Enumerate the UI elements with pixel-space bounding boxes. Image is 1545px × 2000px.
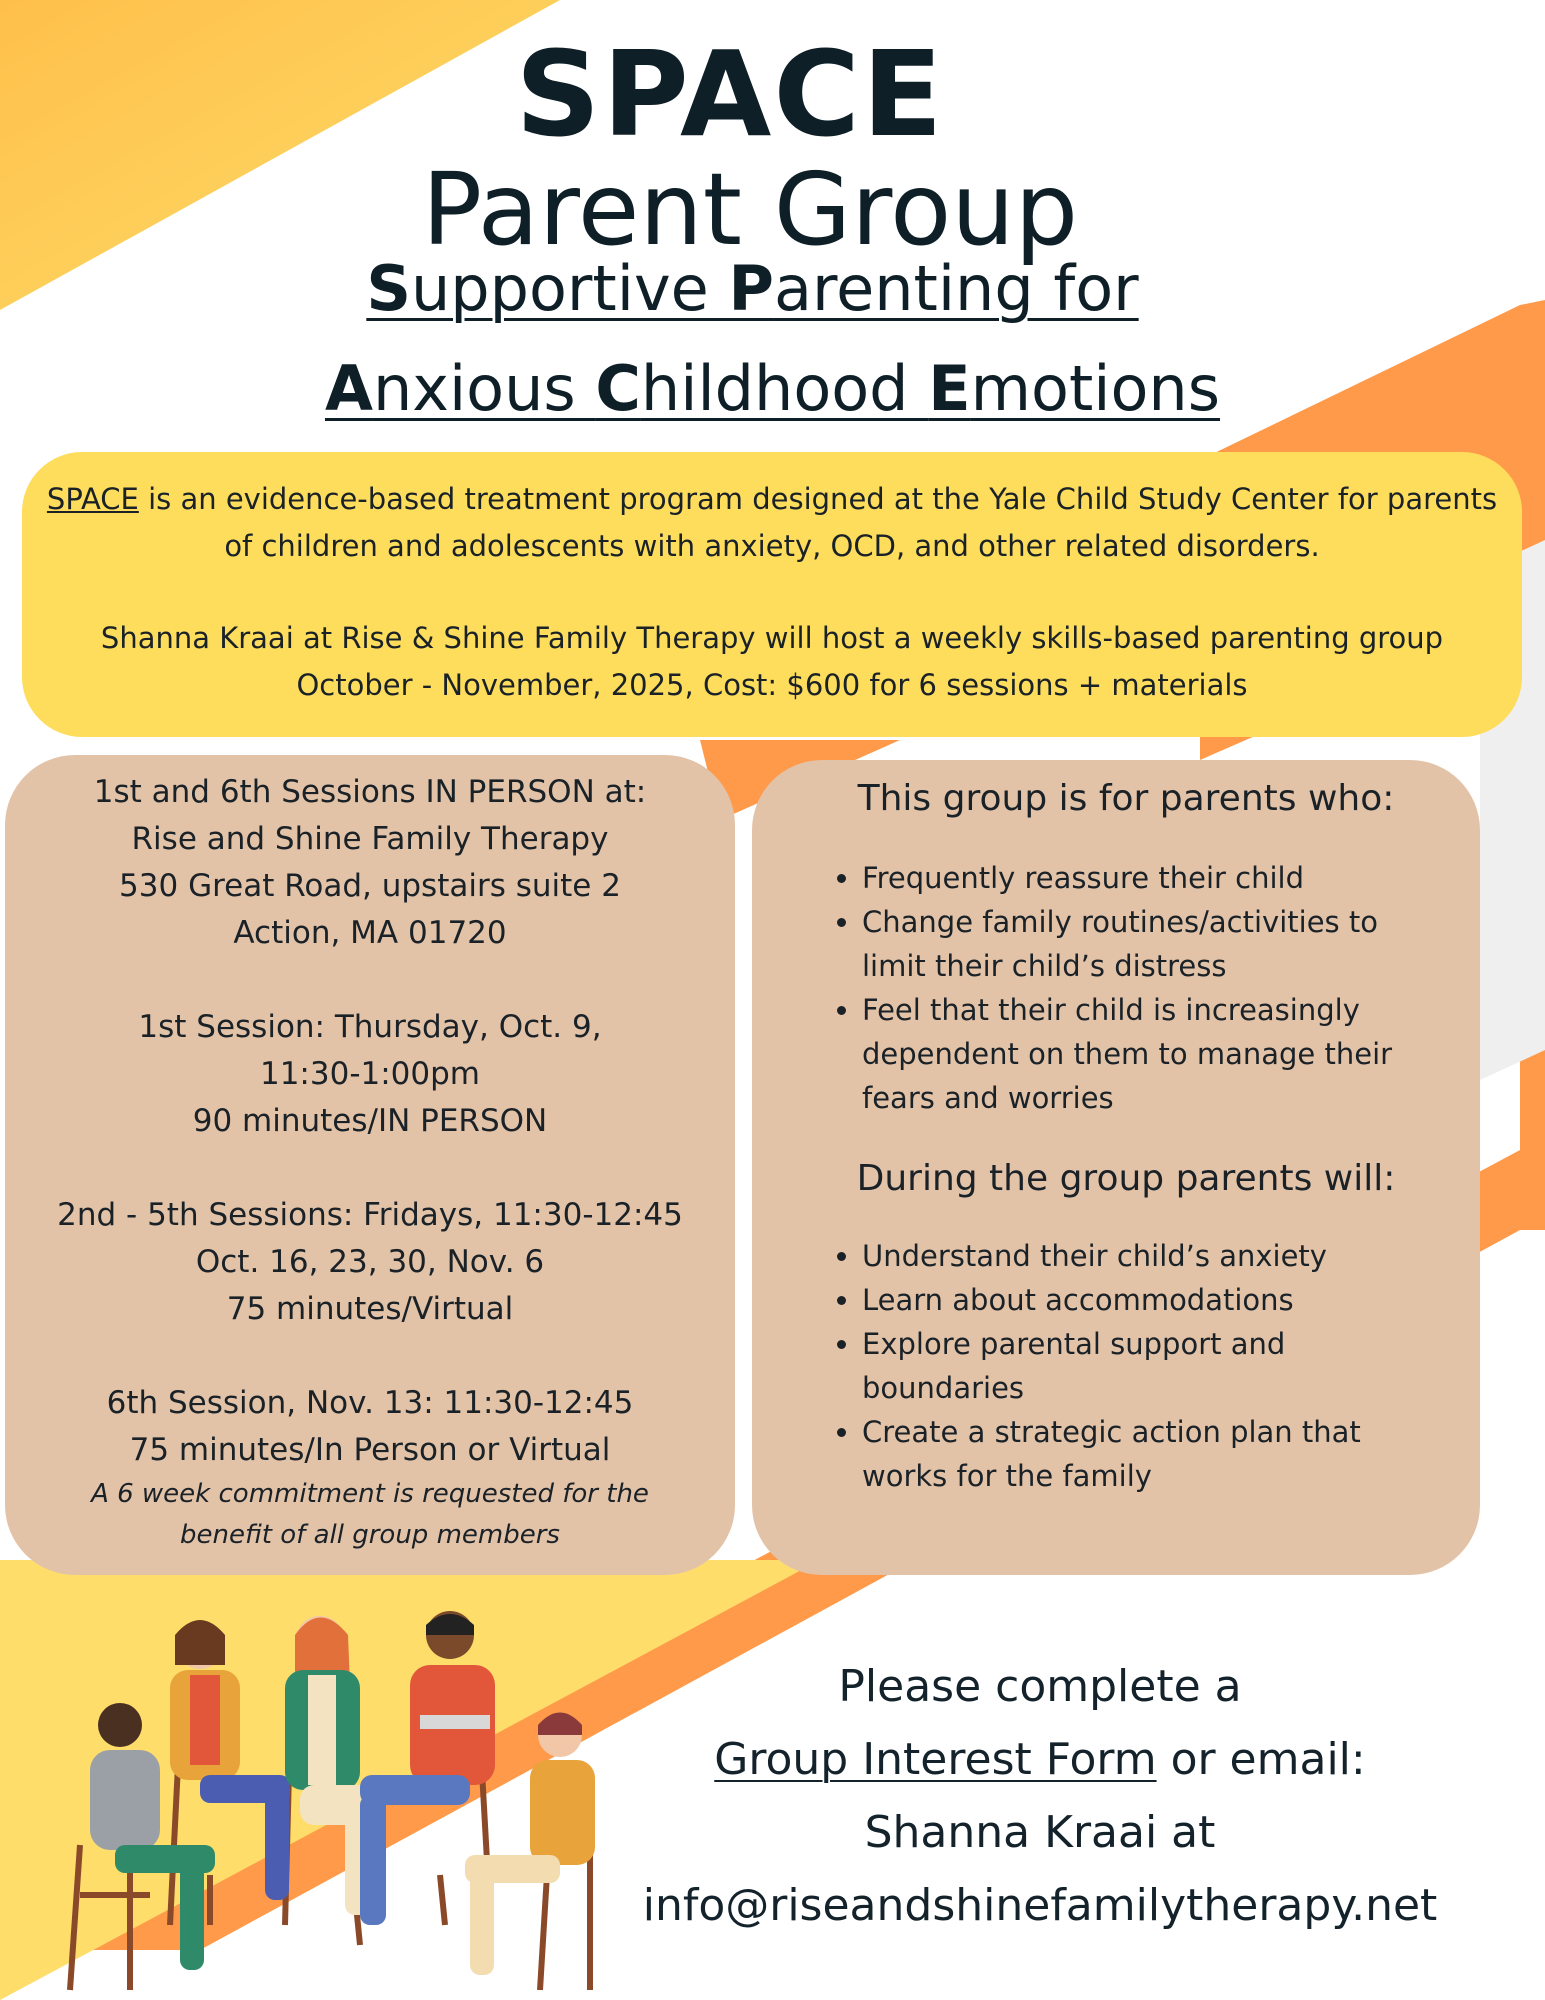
outcomes-list (812, 1234, 1440, 1498)
tagline-word-supportive: upportive (410, 252, 729, 325)
address-line-1: 530 Great Road, upstairs suite 2 (119, 868, 621, 904)
outcomes-heading: During the group parents will: (856, 1158, 1396, 1199)
intro-line-2: of children and adolescents with anxiety, OCD, and other related disorders. (224, 529, 1320, 563)
tagline-word-childhood: hildhood (640, 352, 929, 425)
tagline-letter-a: A (324, 352, 373, 425)
location-name: Rise and Shine Family Therapy (131, 821, 609, 857)
list-item: • Change family routines/activities to limit their child’s distress (862, 900, 1440, 988)
tagline-line-1 (0, 252, 1525, 325)
audience-box (752, 760, 1480, 1575)
list-item: • Feel that their child is increasingly dependent on them to manage their fears and worries (862, 988, 1440, 1120)
contact-section (620, 1650, 1460, 1942)
list-item: • Frequently reassure their child (862, 856, 1440, 900)
intro-line-3: Shanna Kraai at Rise & Shine Family Therapy will host a weekly skills-based parenting group (100, 621, 1444, 655)
last-session-format: 75 minutes/In Person or Virtual (129, 1432, 611, 1468)
intro-line-1-text: is an evidence-based treatment program designed at the Yale Child Study Center for parents (138, 482, 1498, 516)
first-session-format: 90 minutes/IN PERSON (192, 1103, 548, 1139)
list-item: • Explore parental support and boundaries (862, 1322, 1440, 1410)
page-subtitle: Parent Group (421, 151, 1079, 268)
commitment-note-line-2: benefit of all group members (180, 1520, 560, 1550)
middle-sessions-title: 2nd - 5th Sessions: Fridays, 11:30-12:45 (57, 1197, 683, 1233)
tagline-word-anxious: nxious (372, 352, 596, 425)
tagline-word-parenting: arenting for (773, 252, 1139, 325)
tagline-letter-p: P (728, 252, 774, 325)
intro-line-4: October - November, 2025, Cost: $600 for 6 sessions + materials (296, 668, 1248, 702)
first-session-title: 1st Session: Thursday, Oct. 9, (138, 1009, 602, 1045)
commitment-note-line-1: A 6 week commitment is requested for the (91, 1479, 649, 1509)
group-interest-form-link[interactable]: Group Interest Form (714, 1734, 1157, 1785)
audience-heading: This group is for parents who: (857, 778, 1395, 819)
intro-line-1 (22, 476, 1522, 523)
contact-line-3: Shanna Kraai at (864, 1807, 1216, 1858)
list-item: • Create a strategic action plan that works for the family (862, 1410, 1440, 1498)
intro-box (22, 452, 1522, 737)
list-item: • Understand their child’s anxiety (862, 1234, 1440, 1278)
address-line-2: Action, MA 01720 (233, 915, 507, 951)
contact-email[interactable]: info@riseandshinefamilytherapy.net (642, 1880, 1438, 1931)
sessions-box (5, 755, 735, 1575)
list-item: • Learn about accommodations (862, 1278, 1440, 1322)
location-heading: 1st and 6th Sessions IN PERSON at: (93, 774, 647, 810)
tagline-line-2 (0, 352, 1545, 425)
last-session-title: 6th Session, Nov. 13: 11:30-12:45 (106, 1385, 634, 1421)
contact-line-1: Please complete a (838, 1661, 1242, 1712)
space-link[interactable]: SPACE (46, 482, 139, 516)
contact-line-2 (620, 1723, 1460, 1796)
middle-sessions-dates: Oct. 16, 23, 30, Nov. 6 (195, 1244, 545, 1280)
contact-line-2-text: or email: (1156, 1734, 1366, 1785)
page-title: SPACE (515, 25, 945, 163)
tagline-letter-c: C (595, 352, 641, 425)
tagline-letter-e: E (928, 352, 971, 425)
audience-list (812, 856, 1440, 1120)
group-illustration (60, 1595, 600, 1995)
tagline-letter-s: S (366, 252, 411, 325)
middle-sessions-format: 75 minutes/Virtual (226, 1291, 514, 1327)
tagline-word-emotions: motions (970, 352, 1221, 425)
first-session-time: 11:30-1:00pm (259, 1056, 480, 1092)
